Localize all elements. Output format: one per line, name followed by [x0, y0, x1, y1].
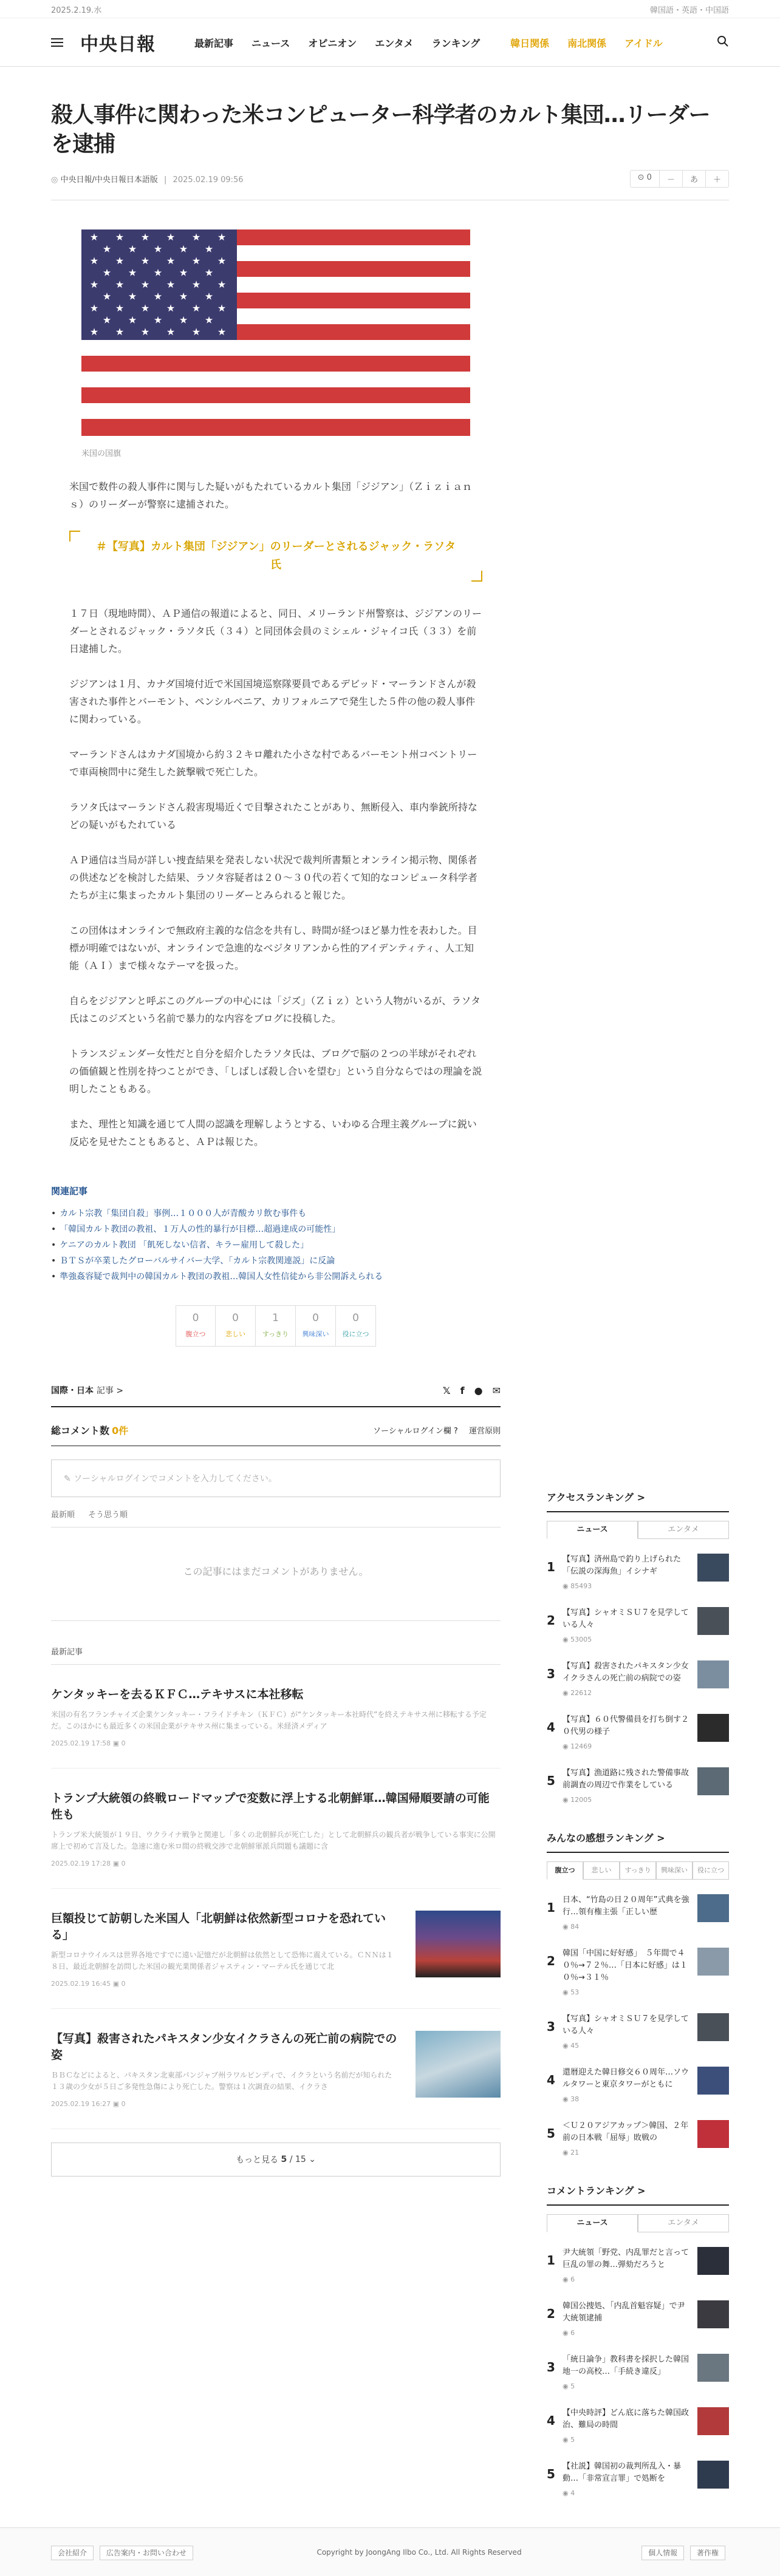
- rank-views: 45: [570, 2042, 580, 2050]
- paragraph: 自らをジジアンと呼ぶこのグループの中心には「ジズ」（Ｚｉｚ）という人物がいるが、ラソタ氏はこのジズという名前で暴力的な内容をブログに投稿した。: [69, 995, 481, 1024]
- comment-header: [51, 1423, 501, 1446]
- eye-icon: ◉: [563, 2489, 569, 2497]
- ranking-item[interactable]: [547, 2461, 729, 2500]
- ranking-item[interactable]: [547, 2013, 729, 2052]
- paragraph: ラソタ氏はマーランドさん殺害現場近くで目撃されたことがあり、無断侵入、車内拳銃所持などの疑いがもたれている: [69, 801, 477, 831]
- latest-article-date: 2025.02.19 17:28: [51, 1860, 111, 1867]
- flag-star: ★: [179, 267, 188, 279]
- emotion-ranking-title[interactable]: みんなの感想ランキング >: [547, 1830, 729, 1853]
- menu-korea-japan[interactable]: 韓日関係: [510, 37, 550, 49]
- rank-thumbnail[interactable]: [697, 2407, 729, 2435]
- eye-icon: ◉: [563, 1988, 569, 1996]
- image-caption: 米国の国旗: [81, 449, 121, 458]
- rank-title[interactable]: 尹大統領「野党、内乱罪だと言って巨乱の罪の舞…弾劾だろうと: [563, 2248, 689, 2269]
- rank-views: 38: [570, 2095, 580, 2103]
- rank-title[interactable]: 還暦迎えた韓日修交６０周年…ソウルタワーと東京タワーがともに: [563, 2068, 689, 2089]
- ranking-item[interactable]: [547, 1948, 729, 1999]
- paragraph: トランスジェンダー女性だと自分を紹介したラソタ氏は、ブログで脳の２つの半球がそれぞれの価値観と性別を持つことができ、「しばしば殺し合いを望む」という自分ならではの理論を説明したこともある。: [69, 1048, 482, 1095]
- rank-thumbnail[interactable]: [697, 1660, 729, 1688]
- ranking-item[interactable]: [547, 1607, 729, 1646]
- ranking-item[interactable]: [547, 2120, 729, 2159]
- flag-star: ★: [115, 255, 125, 267]
- ranking-item[interactable]: [547, 1714, 729, 1753]
- rank-views: 53005: [570, 1636, 592, 1643]
- hamburger-menu-icon[interactable]: [51, 38, 63, 47]
- flag-star: ★: [217, 326, 227, 338]
- rank-number: 3: [547, 2360, 555, 2374]
- rank-views: 6: [570, 2275, 575, 2283]
- ranking-item[interactable]: [547, 2300, 729, 2339]
- font-decrease-button[interactable]: －: [660, 171, 683, 187]
- flag-star: ★: [89, 231, 99, 243]
- eye-icon: ◉: [563, 2329, 569, 2337]
- rank-thumbnail[interactable]: [697, 2461, 729, 2489]
- flag-star: ★: [217, 231, 227, 243]
- flag-star: ★: [102, 314, 112, 326]
- eye-icon: ◉: [563, 2095, 569, 2103]
- flag-star: ★: [217, 255, 227, 267]
- rank-views: 5: [570, 2436, 575, 2444]
- rank-title[interactable]: 【中央時評】どん底に落ちた韓国政治、難局の時間: [563, 2408, 689, 2430]
- eye-icon: ◉: [563, 1796, 569, 1804]
- flag-star: ★: [115, 279, 125, 290]
- source-icon: ◎: [51, 175, 58, 185]
- flag-star: ★: [204, 267, 214, 279]
- flag-star: ★: [179, 290, 188, 302]
- latest-article[interactable]: [51, 1889, 501, 2009]
- latest-article[interactable]: [51, 2009, 501, 2129]
- flag-star: ★: [179, 243, 188, 255]
- language-links[interactable]: 韓国語・英語・中国語: [649, 5, 729, 15]
- comment-count-button[interactable]: ⊙ 0: [631, 171, 660, 187]
- article-title: 殺人事件に関わった米コンピューター科学者のカルト集団…リーダーを逮捕: [51, 103, 710, 157]
- tab-interesting[interactable]: 興味深い: [656, 1861, 693, 1880]
- comment-ranking-title[interactable]: コメントランキング >: [547, 2183, 729, 2206]
- rank-title[interactable]: 【写真】６０代警備員を打ち倒す２０代男の様子: [563, 1715, 689, 1736]
- ranking-item[interactable]: [547, 1894, 729, 1933]
- tab-sad[interactable]: 悲しい: [583, 1861, 620, 1880]
- current-date: 2025.2.19.水: [51, 5, 102, 15]
- rank-thumbnail[interactable]: [697, 2013, 729, 2041]
- reaction-relieved[interactable]: 1 すっきり: [256, 1305, 296, 1347]
- eye-icon: ◉: [563, 1923, 569, 1931]
- font-increase-button[interactable]: ＋: [713, 175, 721, 185]
- rank-number: 4: [547, 1720, 555, 1735]
- article-datetime: 2025.02.19 09:56: [173, 175, 244, 185]
- paragraph: また、理性と知識を通じて人間の認識を理解しようとする、いわゆる合理主義グループに鋭い反応を見せたこともあると、ＡＰは報じた。: [69, 1118, 477, 1147]
- rank-title[interactable]: 韓国公捜処、「内乱首魁容疑」で尹大統領逮捕: [563, 2302, 685, 2323]
- eye-icon: ◉: [563, 2275, 569, 2283]
- ranking-item[interactable]: [547, 2067, 729, 2105]
- flag-star: ★: [153, 314, 163, 326]
- eye-icon: ◉: [563, 2436, 569, 2444]
- article-lead: 米国で数件の殺人事件に関与した疑いがもたれているカルト集団「ジジアン」（Ｚｉｚｉａｎｓ）のリーダーが警察に逮捕された。: [69, 481, 472, 510]
- rank-views: 5: [570, 2382, 575, 2390]
- paragraph: この団体はオンラインで無政府主義的な信念を共有し、時間が経つほど暴力性を表わした。目標が明確ではないが、オンラインで急進的なベジタリアンから性的アイデンティティ、人工知能（ＡＩ）まで様々なテーマを扱った。: [69, 925, 477, 971]
- article-thumbnail[interactable]: [416, 2031, 501, 2098]
- rank-number: 2: [547, 2306, 555, 2321]
- latest-article[interactable]: [51, 1769, 501, 1889]
- comment-total-label: 総コメント数: [51, 1425, 110, 1436]
- article-column: [51, 200, 501, 2500]
- ranking-item[interactable]: [547, 1554, 729, 1592]
- flag-star: ★: [128, 314, 137, 326]
- latest-article-title[interactable]: 【写真】殺害されたパキスタン少女イクラさんの死亡前の病院での姿: [51, 2032, 397, 2062]
- footer: [0, 2527, 780, 2576]
- rank-thumbnail[interactable]: [697, 2247, 729, 2275]
- flag-star: ★: [191, 231, 201, 243]
- article-thumbnail[interactable]: [416, 1911, 501, 1977]
- flag-star: ★: [102, 243, 112, 255]
- rank-number: 2: [547, 1613, 555, 1628]
- rank-views: 84: [570, 1923, 580, 1931]
- rank-number: 1: [547, 2253, 555, 2268]
- pencil-icon: ✎: [64, 1474, 74, 1484]
- flag-star: ★: [102, 267, 112, 279]
- footer-company-link[interactable]: 会社紹介: [51, 2546, 94, 2560]
- rank-views: 6: [570, 2329, 575, 2337]
- rank-views: 4: [570, 2489, 575, 2497]
- rank-thumbnail[interactable]: [697, 2354, 729, 2382]
- rank-title[interactable]: 【写真】漁道路に残された警備事故前調査の周辺で作業をしている: [563, 1769, 689, 1790]
- flag-star: ★: [89, 302, 99, 314]
- mail-share-icon[interactable]: ✉: [492, 1384, 501, 1396]
- sort-latest[interactable]: 最新順: [51, 1511, 75, 1520]
- paragraph: １７日（現地時間）、ＡＰ通信の報道によると、同日、メリーランド州警察は、ジジアンのリーダーとされるジャック・ラソタ氏（３４）と同団体会員のミシェル・ジャイコ氏（３３）を前日逮捕した。: [69, 608, 482, 654]
- copyright: Copyright by JoongAng Ilbo Co., Ltd. All Rights Reserved: [316, 2548, 522, 2557]
- related-link[interactable]: • ＢＴＳが卒業したグローバルサイバー大学、「カルト宗教関連説」に反論: [51, 1253, 501, 1269]
- flag-star: ★: [153, 243, 163, 255]
- rank-views: 12005: [570, 1796, 592, 1804]
- latest-article-summary: トランプ米大統領が１９日、ウクライナ戦争と関連し「多くの北朝鮮兵が死亡した」として北朝鮮兵の観兵者が戦争している事実に公開席上で初めて言及した。急速に進む米ロ間の終戦交渉で北朝鮮軍派兵問題も議題に含: [51, 1830, 496, 1850]
- tab-news[interactable]: ニュース: [547, 2214, 638, 2232]
- policy-link[interactable]: 運営原則: [468, 1427, 501, 1436]
- latest-article-summary: 新型コロナウイルスは世界各地ですでに遠い記憶だが北朝鮮は依然として恐怖に震えている。ＣＮＮは１８日、最近北朝鮮を訪問した米国の観光業関係者ジャスティン・マーテル氏を通じて北: [51, 1951, 394, 1971]
- rank-thumbnail[interactable]: [697, 1607, 729, 1635]
- menu-latest[interactable]: 最新記事: [194, 37, 234, 49]
- latest-list: [51, 1665, 501, 2129]
- menu-ranking[interactable]: ランキング: [431, 37, 481, 49]
- flag-star: ★: [191, 255, 201, 267]
- latest-article-comments: 0: [121, 1980, 126, 1988]
- line-share-icon[interactable]: ●: [474, 1384, 483, 1396]
- rank-thumbnail[interactable]: [697, 2300, 729, 2328]
- eye-icon: ◉: [563, 2149, 569, 2156]
- flag-star: ★: [115, 302, 125, 314]
- flag-star: ★: [102, 290, 112, 302]
- article-tools: [630, 170, 729, 188]
- tab-angry[interactable]: 腹立つ: [547, 1861, 583, 1880]
- rank-views: 22612: [570, 1689, 592, 1697]
- rank-number: 1: [547, 1560, 555, 1574]
- global-nav: [0, 18, 780, 67]
- ranking-item[interactable]: [547, 2247, 729, 2286]
- flag-star: ★: [191, 326, 201, 338]
- menu-entertainment[interactable]: エンタメ: [375, 37, 414, 49]
- flag-star: ★: [115, 326, 125, 338]
- us-flag-image: [81, 229, 470, 436]
- tab-entertainment[interactable]: エンタメ: [638, 1521, 729, 1539]
- comment-icon: ⊙: [637, 173, 645, 182]
- latest-article-date: 2025.02.19 16:45: [51, 1980, 111, 1988]
- menu-inter-korean[interactable]: 南北関係: [567, 37, 607, 49]
- comment-total: 0件: [112, 1425, 129, 1436]
- reaction-sad[interactable]: 0 悲しい: [216, 1305, 256, 1347]
- flag-star: ★: [217, 302, 227, 314]
- rank-views: 12469: [570, 1742, 592, 1750]
- rank-thumbnail[interactable]: [697, 1554, 729, 1582]
- rank-title[interactable]: 韓国「中国に好好感」 ５年間で４０％→７２％…「日本に好感」は１０％→３１％: [563, 1949, 688, 1982]
- reaction-interesting[interactable]: 0 興味深い: [296, 1305, 336, 1347]
- rank-title[interactable]: 【写真】シャオミＳＵ７を見学している人々: [563, 2014, 689, 2036]
- flag-star: ★: [128, 267, 137, 279]
- reaction-buttons: [51, 1305, 501, 1347]
- tab-helpful[interactable]: 役に立つ: [693, 1861, 729, 1880]
- rank-number: 1: [547, 1900, 555, 1915]
- flag-star: ★: [191, 302, 201, 314]
- emotion-ranking-tabs: [547, 1861, 729, 1880]
- latest-article-summary: 米国の有名フランチャイズ企業ケンタッキー・フライドチキン（ＫＦＣ）が“ケンタッキー本社時代”を終えテキサス州に移転する予定だ。このほかにも最近多くの米国企業がテキサス州に集まっている。米経済メディア: [51, 1710, 487, 1730]
- rank-title[interactable]: 日本、“竹島の日２０周年”式典を強行…領有権主張「正しい歴: [563, 1895, 689, 1917]
- paragraph: マーランドさんはカナダ国境から約３２キロ離れた小さな村であるバーモント州コベントリーで車両検問中に発生した銃撃戦で死亡した。: [69, 749, 477, 778]
- related-link[interactable]: • ケニアのカルト教団 「飢死しない信者、キラー雇用して殺した」: [51, 1237, 501, 1253]
- footer-copyright-link[interactable]: 著作権: [690, 2546, 725, 2560]
- rank-thumbnail[interactable]: [697, 1714, 729, 1742]
- search-icon[interactable]: [717, 35, 729, 47]
- rank-views: 53: [570, 1988, 580, 1996]
- comment-sort: [51, 1508, 501, 1528]
- flag-star: ★: [217, 279, 227, 290]
- eye-icon: ◉: [563, 1636, 569, 1643]
- main-menu: [194, 36, 663, 50]
- rank-title[interactable]: 【社説】韓国初の裁判所乱入・暴動…「非常宣言罪」で処断を: [563, 2462, 682, 2483]
- rank-number: 5: [547, 2467, 555, 2481]
- top-utility-bar: [0, 0, 780, 18]
- reaction-angry[interactable]: 0 腹立つ: [176, 1305, 216, 1347]
- rank-views: 85493: [570, 1582, 592, 1590]
- flag-star: ★: [128, 290, 137, 302]
- flag-star: ★: [140, 279, 150, 290]
- flag-star: ★: [140, 326, 150, 338]
- section-link[interactable]: 国際・日本 記事 >: [51, 1386, 124, 1396]
- sort-agree[interactable]: そう思う順: [88, 1511, 128, 1520]
- access-ranking-tabs: [547, 1521, 729, 1539]
- article-body: [69, 478, 482, 1150]
- rank-number: 5: [547, 1773, 555, 1788]
- ranking-item[interactable]: [547, 2407, 729, 2446]
- flag-star: ★: [89, 255, 99, 267]
- flag-star: ★: [153, 290, 163, 302]
- rank-thumbnail[interactable]: [697, 2067, 729, 2095]
- rank-thumbnail[interactable]: [697, 1948, 729, 1976]
- menu-opinion[interactable]: オピニオン: [308, 37, 357, 49]
- comment-empty-message: この記事にはまだコメントがありません。: [51, 1528, 501, 1621]
- footer-privacy-link[interactable]: 個人情報: [641, 2546, 684, 2560]
- latest-article-title[interactable]: 巨額投じて訪朝した米国人「北朝鮮は依然新型コロナを恐れている」: [51, 1912, 386, 1942]
- sidebar: [547, 1466, 729, 2500]
- access-ranking-title[interactable]: アクセスランキング >: [547, 1490, 729, 1512]
- flag-star: ★: [166, 231, 176, 243]
- rank-title[interactable]: 【写真】殺害されたパキスタン少女イクラさんの死亡前の病院での姿: [563, 1662, 689, 1683]
- latest-article-title[interactable]: ケンタッキーを去るＫＦＣ…テキサスに本社移転: [51, 1688, 304, 1701]
- flag-star: ★: [204, 314, 214, 326]
- flag-star: ★: [191, 279, 201, 290]
- flag-star: ★: [204, 290, 214, 302]
- flag-star: ★: [204, 243, 214, 255]
- tab-entertainment[interactable]: エンタメ: [638, 2214, 729, 2232]
- ranking-item[interactable]: [547, 1660, 729, 1699]
- flag-star: ★: [89, 279, 99, 290]
- rank-number: 3: [547, 2019, 555, 2034]
- rank-thumbnail[interactable]: [697, 1894, 729, 1922]
- rank-number: 4: [547, 2413, 555, 2428]
- related-link[interactable]: • カルト宗教「集団自殺」事例…１０００人が青酸カリ飲む事件も: [51, 1206, 501, 1222]
- latest-article-comments: 0: [121, 1739, 126, 1747]
- related-link[interactable]: • 「韓国カルト教団の教祖、１万人の性的暴行が目標…超過達成の可能性」: [51, 1222, 501, 1237]
- related-articles: [51, 1184, 501, 1285]
- x-share-icon[interactable]: 𝕏: [442, 1384, 451, 1396]
- tab-news[interactable]: ニュース: [547, 1521, 638, 1539]
- menu-news[interactable]: ニュース: [251, 37, 290, 49]
- share-buttons: [443, 1385, 501, 1396]
- flag-star: ★: [140, 302, 150, 314]
- flag-star: ★: [140, 231, 150, 243]
- rank-number: 3: [547, 1667, 555, 1681]
- more-button[interactable]: もっと見る 5 / 15 ⌄: [51, 2143, 501, 2177]
- paragraph: ＡＰ通信は当局が詳しい捜査結果を発表しない状況で裁判所書類とオンライン掲示物、関係者の供述などを検討した結果、ラソタ容疑者は２０～３０代の若くて知的なコンピュータ科学者たちが主に集まったカルト集団のリーダーとみられると報じた。: [69, 854, 477, 901]
- tab-relieved[interactable]: すっきり: [620, 1861, 656, 1880]
- footer-ad-link[interactable]: 広告案内・お問い合わせ: [100, 2546, 193, 2560]
- comment-ranking-tabs: [547, 2214, 729, 2232]
- rank-title[interactable]: 【写真】済州島で釣り上げられた「伝説の深海魚」イシナギ: [563, 1555, 682, 1576]
- rank-views: 21: [570, 2149, 580, 2156]
- site-logo[interactable]: 中央日報: [80, 34, 156, 55]
- chevron-down-icon: ⌄: [309, 2155, 316, 2164]
- rank-number: 2: [547, 1954, 555, 1968]
- comment-icon: ▣: [112, 2100, 120, 2108]
- paragraph: ジジアンは１月、カナダ国境付近で米国国境巡察隊要員であるデビッド・マーランドさんが殺害された事件とバーモント、ペンシルベニア、カリフォルニアで発生した５件の他の殺人事件に関わっている。: [69, 678, 476, 725]
- rank-thumbnail[interactable]: [697, 1767, 729, 1795]
- comment-icon: ▣: [112, 1860, 120, 1867]
- flag-star: ★: [128, 243, 137, 255]
- flag-star: ★: [166, 279, 176, 290]
- facebook-share-icon[interactable]: f: [460, 1384, 465, 1396]
- comment-icon: ▣: [112, 1739, 120, 1747]
- flag-star: ★: [140, 255, 150, 267]
- ranking-item[interactable]: [547, 1767, 729, 1806]
- latest-article-summary: ＢＢＣなどによると、パキスタン北東部パンジャブ州ラワルピンディで、イクラという名前だが知られた１３歳の少女が５日ご多発性急傷により死亡した。警察は１次調査の結果、イクラさ: [51, 2071, 392, 2091]
- rank-number: 5: [547, 2126, 555, 2141]
- rank-title[interactable]: ＜Ｕ２０アジアカップ＞韓国、２年前の日本戦「屈辱」敗戦の: [563, 2121, 689, 2143]
- latest-article-comments: 0: [121, 2100, 126, 2108]
- comment-icon: ▣: [112, 1980, 120, 1988]
- flag-star: ★: [166, 302, 176, 314]
- related-title: 関連記事: [51, 1186, 88, 1197]
- ranking-item[interactable]: [547, 2354, 729, 2393]
- rank-title[interactable]: 【写真】シャオミＳＵ７を見学している人々: [563, 1608, 689, 1630]
- related-link[interactable]: • 準強姦容疑で裁判中の韓国カルト教団の教祖…韓国人女性信徒から非公開訴えられる: [51, 1269, 501, 1285]
- eye-icon: ◉: [563, 1689, 569, 1697]
- article-source[interactable]: 中央日報/中央日報日本語版: [60, 175, 158, 185]
- flag-star: ★: [115, 231, 125, 243]
- eye-icon: ◉: [563, 2042, 569, 2050]
- rank-thumbnail[interactable]: [697, 2120, 729, 2148]
- latest-article-title[interactable]: トランプ大統領の終戦ロードマップで変数に浮上する北朝鮮軍…韓国帰順要請の可能性も: [51, 1792, 490, 1821]
- comment-input[interactable]: ✎ ソーシャルログインでコメントを入力してください。: [51, 1460, 501, 1497]
- social-login-link[interactable]: ソーシャルログイン欄 ?: [372, 1427, 458, 1436]
- rank-title[interactable]: 「統日論争」教科書を採択した韓国地一の高校…「手続き違反」: [563, 2355, 689, 2376]
- rank-number: 4: [547, 2073, 555, 2087]
- article-meta: ◎ 中央日報/中央日報日本語版 | 2025.02.19 09:56 ⊙ 0 － あ ＋: [51, 170, 729, 200]
- latest-title: 最新記事: [51, 1645, 501, 1665]
- flag-star: ★: [166, 255, 176, 267]
- eye-icon: ◉: [563, 1582, 569, 1590]
- latest-article[interactable]: [51, 1665, 501, 1769]
- photo-link[interactable]: ＃【写真】カルト集団「ジジアン」のリーダーとされるジャック・ラソタ氏: [69, 531, 482, 582]
- flag-star: ★: [179, 314, 188, 326]
- reaction-helpful[interactable]: 0 役に立つ: [336, 1305, 376, 1347]
- latest-article-comments: 0: [121, 1860, 126, 1867]
- flag-star: ★: [89, 326, 99, 338]
- font-size-label: あ: [683, 171, 706, 187]
- latest-article-date: 2025.02.19 17:58: [51, 1739, 111, 1747]
- section-bar: [51, 1384, 501, 1407]
- flag-star: ★: [166, 326, 176, 338]
- eye-icon: ◉: [563, 2382, 569, 2390]
- flag-star: ★: [153, 267, 163, 279]
- latest-article-date: 2025.02.19 16:27: [51, 2100, 111, 2108]
- menu-idol[interactable]: アイドル: [624, 37, 663, 49]
- eye-icon: ◉: [563, 1742, 569, 1750]
